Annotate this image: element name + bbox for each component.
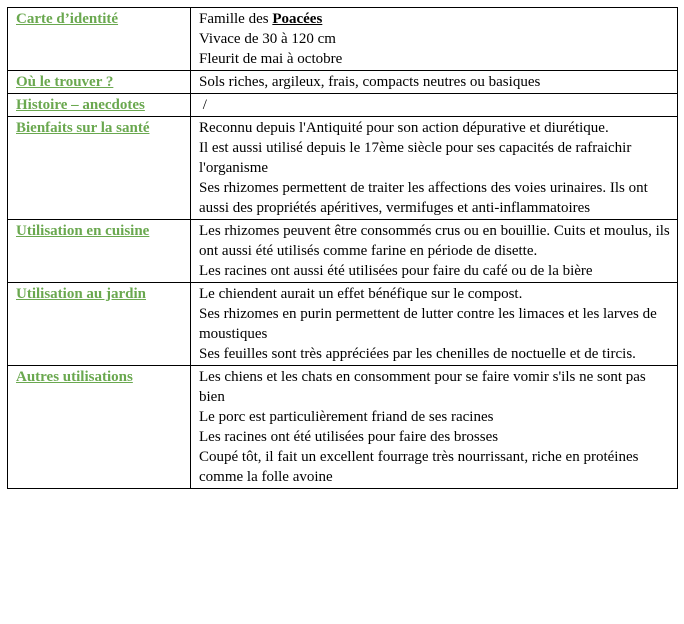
row-label-cell	[8, 8, 191, 71]
row-label: Carte d’identité	[16, 11, 119, 27]
value-line: Ses feuilles sont très appréciées par les chenilles de noctuelle et de tircis.	[199, 346, 636, 362]
value-line: Le chiendent aurait un effet bénéfique sur le compost.	[199, 286, 523, 302]
row-label: Bienfaits sur la santé	[16, 120, 150, 136]
row-value-cell	[191, 117, 678, 220]
row-value-cell	[191, 366, 678, 489]
value-line: Vivace de 30 à 120 cm	[199, 31, 336, 47]
value-line: Les rhizomes peuvent être consommés crus ou en bouillie. Cuits et moulus, ils ont aussi été utilisés comme farine en période de disette.	[199, 223, 670, 259]
row-label: Histoire – anecdotes	[16, 97, 145, 113]
row-label-cell	[8, 117, 191, 220]
row-label-cell	[8, 366, 191, 489]
value-line: Reconnu depuis l'Antiquité pour son action dépurative et diurétique.	[199, 120, 609, 136]
value-text: Famille des	[199, 11, 273, 27]
row-label-cell	[8, 71, 191, 94]
row-label: Utilisation en cuisine	[16, 223, 150, 239]
table-row-identity	[8, 8, 678, 71]
value-line: Fleurit de mai à octobre	[199, 51, 343, 67]
value-line: /	[199, 97, 207, 113]
row-value-cell	[191, 283, 678, 366]
row-label: Autres utilisations	[16, 369, 133, 385]
row-label: Utilisation au jardin	[16, 286, 147, 302]
table-row-health	[8, 117, 678, 220]
value-line: Les racines ont été utilisées pour faire des brosses	[199, 429, 499, 445]
table-row-location	[8, 71, 678, 94]
row-label-cell	[8, 94, 191, 117]
value-line: Ses rhizomes permettent de traiter les affections des voies urinaires. Ils ont aussi des propriétés apéritives, vermifuges et anti-inflammatoires	[199, 180, 648, 216]
table-row-cooking	[8, 220, 678, 283]
value-line	[199, 9, 671, 29]
row-value-cell	[191, 220, 678, 283]
row-label: Où le trouver ?	[16, 74, 114, 90]
row-label-cell	[8, 283, 191, 366]
value-line: Les chiens et les chats en consomment pour se faire vomir s'ils ne sont pas bien	[199, 369, 646, 405]
family-name: Poacées	[272, 11, 323, 27]
row-value-cell	[191, 94, 678, 117]
value-line: Le porc est particulièrement friand de ses racines	[199, 409, 494, 425]
row-value-cell	[191, 71, 678, 94]
value-line: Ses rhizomes en purin permettent de lutter contre les limaces et les larves de moustiques	[199, 306, 657, 342]
value-line: Il est aussi utilisé depuis le 17ème siècle pour ses capacités de rafraichir l'organisme	[199, 140, 632, 176]
table-row-history	[8, 94, 678, 117]
plant-info-table	[7, 7, 678, 489]
value-line: Sols riches, argileux, frais, compacts neutres ou basiques	[199, 74, 541, 90]
value-line: Coupé tôt, il fait un excellent fourrage très nourrissant, riche en protéines comme la folle avoine	[199, 449, 639, 485]
table-row-other-uses	[8, 366, 678, 489]
table-row-garden	[8, 283, 678, 366]
row-label-cell	[8, 220, 191, 283]
row-value-cell	[191, 8, 678, 71]
value-line: Les racines ont aussi été utilisées pour faire du café ou de la bière	[199, 263, 593, 279]
